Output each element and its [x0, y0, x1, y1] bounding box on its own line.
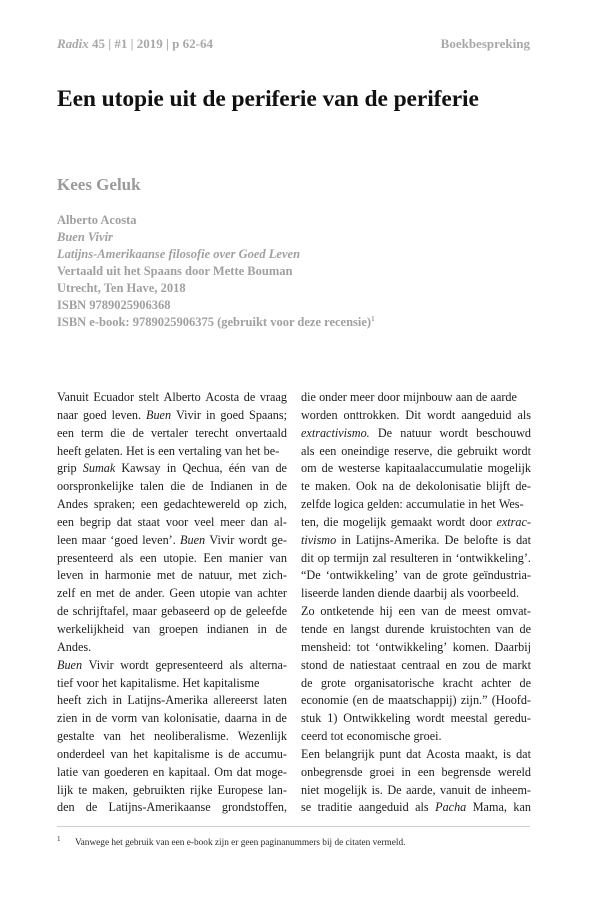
book-translation: Vertaald uit het Spaans door Mette Bouman — [57, 264, 293, 278]
text-line: Andes. — [57, 639, 92, 654]
footnote-ref[interactable]: 1 — [371, 314, 375, 323]
issue-info: 45 | #1 | 2019 | p 62-64 — [92, 36, 213, 51]
text-line: extractivismo. De natuur wordt beschouwd — [301, 425, 531, 440]
text-line: se traditie aangeduid als Pacha Mama, kan — [301, 800, 531, 815]
text-line: de schrijftafel, maar gebaseerd op de geleefde — [57, 604, 287, 619]
text-line: tief voor het kapitalisme. Het kapitalisme — [57, 675, 260, 690]
text-line: een begrip dat staat voor veel meer dan al- — [57, 514, 287, 529]
book-isbn-ebook — [57, 314, 537, 331]
text-line: den de Latijns-Amerikaanse grondstoffen, — [57, 800, 287, 815]
text-line: liseerde landen diende daarbij als voorbeeld. — [301, 586, 520, 601]
text-line: leen maar ‘goed leven’. Buen Vivir wordt ge- — [57, 532, 287, 547]
text-line: presenteerd als een utopie. Een manier van — [57, 550, 287, 565]
text-line: stuk 1) Ontwikkeling wordt meestal geredu- — [301, 711, 531, 726]
text-line: tivismo in Latijns-Amerika. De belofte is dat — [301, 532, 531, 547]
footnote-divider — [57, 826, 530, 827]
text-line: om de westerse kapitaalaccumulatie mogelijk — [301, 461, 531, 476]
text-line: Een belangrijk punt dat Acosta maakt, is dat — [301, 746, 531, 761]
text-line: Zo ontketende hij een van de meest omvat- — [301, 604, 531, 619]
footnote-text: Vanwege het gebruik van een e-book zijn er geen paginanummers bij de citaten vermeld. — [75, 838, 406, 848]
text-line: te maken. Ook na de dekolonisatie blijft de- — [301, 479, 531, 494]
text-line: economie (en de maatschappij) zijn.” (Hoofd- — [301, 693, 531, 708]
text-line: zelfde logica gelden: accumulatie in het Wes- — [301, 497, 524, 512]
section-label: Boekbespreking — [440, 36, 530, 51]
text-line: heeft gelaten. Het is een vertaling van het be- — [57, 443, 280, 458]
text-line: een term die de vertaler terecht onvertaald — [57, 425, 287, 440]
book-subtitle: Latijns-Amerikaanse filosofie over Goed Leven — [57, 247, 301, 261]
body-column-left — [57, 389, 287, 817]
body-column-right — [301, 389, 531, 817]
isbn-ebook-text: ISBN e-book: 9789025906375 (gebruikt voor deze recensie) — [57, 315, 372, 329]
text-line: onderdeel van het kapitalisme is de accumu- — [57, 746, 287, 761]
journal-citation — [57, 36, 213, 52]
text-line: “De ‘ontwikkeling’ van de grote geïndustria- — [301, 568, 531, 583]
text-line: grip Sumak Kawsay in Qechua, één van de — [57, 461, 287, 476]
running-head — [57, 36, 530, 54]
book-publisher: Utrecht, Ten Have, 2018 — [57, 281, 186, 295]
text-line: latie van goederen en kapitaal. Om dat moge- — [57, 764, 287, 779]
text-line: de grote organisatorische kracht achter de — [301, 675, 531, 690]
article-title: Een utopie uit de periferie van de periferie — [57, 86, 479, 112]
text-line: Buen Vivir wordt gepresenteerd als alterna- — [57, 657, 287, 672]
book-author: Alberto Acosta — [57, 213, 137, 227]
text-line: ten, die mogelijk gemaakt wordt door extrac- — [301, 514, 531, 529]
text-line: die onder meer door mijnbouw aan de aarde — [301, 390, 517, 404]
text-line: niet mogelijk is. De aarde, vanuit de inheem- — [301, 782, 531, 797]
text-line: Andes spraken; een gedachtewereld op zich, — [57, 497, 287, 512]
book-details — [57, 212, 537, 331]
text-line: tende en langst durende kruistochten van de — [301, 621, 531, 636]
text-line: naar goed leven. Buen Vivir in goed Spaans; — [57, 407, 287, 422]
text-line: dit op termijn zal resulteren in ‘ontwikkeling’. — [301, 550, 531, 565]
book-isbn: ISBN 9789025906368 — [57, 298, 171, 312]
text-line: ceerd tot economische groei. — [301, 729, 442, 744]
text-line: lijk te maken, gebruikten rijke Europese lan- — [57, 782, 287, 797]
text-line: heeft zich in Latijns-Amerika allereerst laten — [57, 693, 287, 708]
text-line: onbegrensde groei in een begrensde wereld — [301, 764, 531, 779]
text-line: oorspronkelijke talen die de Indianen in de — [57, 479, 287, 494]
text-line: worden onttrokken. Dit wordt aangeduid als — [301, 407, 531, 422]
article-author: Kees Geluk — [57, 175, 141, 194]
text-line: leven in harmonie met de natuur, met zich- — [57, 568, 287, 583]
book-title: Buen Vivir — [57, 230, 113, 244]
text-line: als een oneindige reserve, die gebruikt wordt — [301, 443, 531, 458]
footnote: 1 Vanwege het gebruik van een e-book zijn er geen paginanummers bij de citaten vermeld. — [57, 834, 406, 848]
journal-name: Radix — [57, 36, 89, 51]
text-line: mensheid: tot ‘ontwikkeling’ komen. Daarbij — [301, 639, 531, 654]
text-line: Vanuit Ecuador stelt Alberto Acosta de vraag — [57, 390, 287, 404]
text-line: gestalte van het neoliberalisme. Wezenlijk — [57, 729, 287, 744]
text-line: zien in de vorm van kolonisatie, daarna in de — [57, 711, 287, 726]
text-line: werkelijkheid van groepen indianen in de — [57, 621, 287, 636]
text-line: stond de natiestaat centraal en zou de markt — [301, 657, 531, 672]
text-line: zelf en met de ander. Geen utopie van achter — [57, 586, 287, 601]
